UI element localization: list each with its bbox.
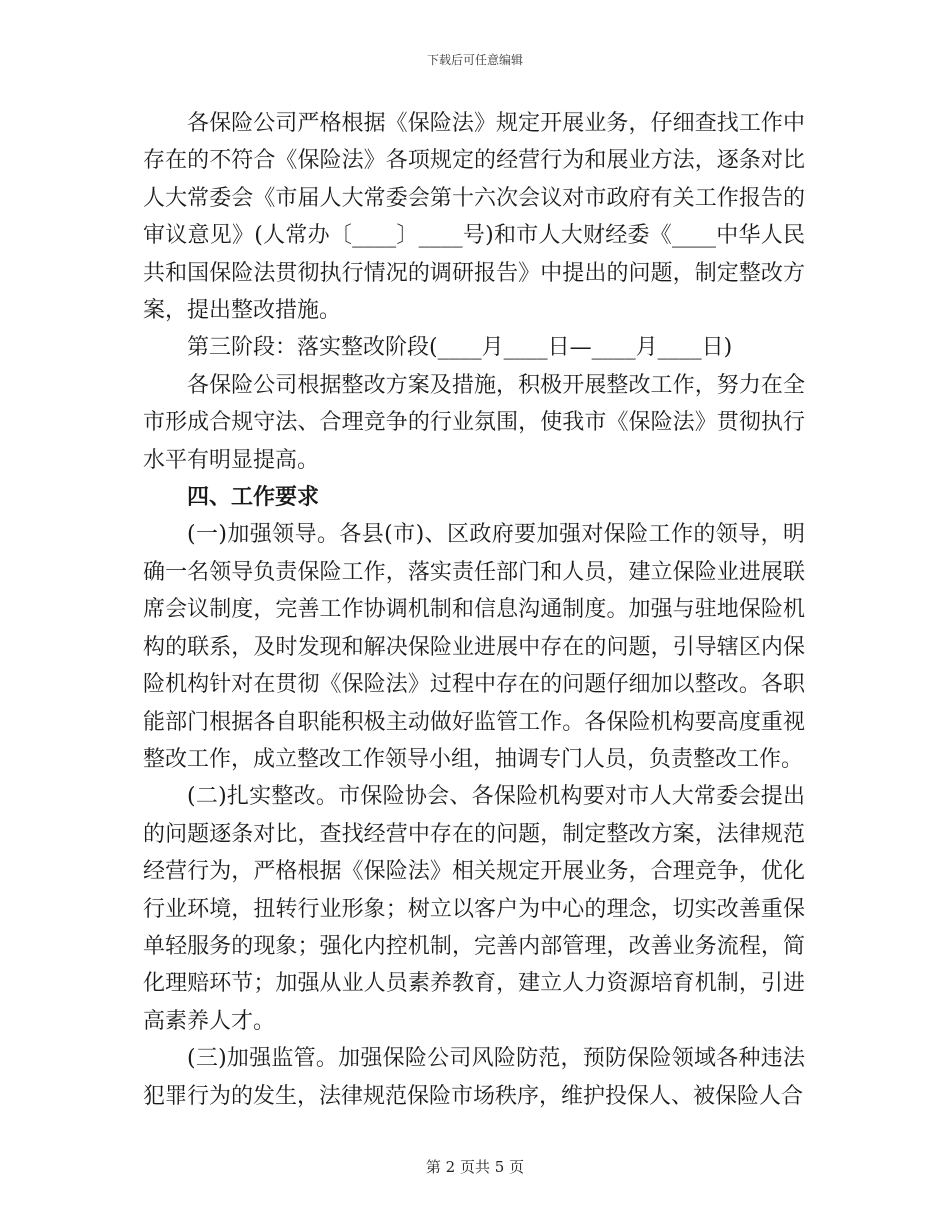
- paragraph-strengthen-leadership: (一)加强领导。各县(市)、区政府要加强对保险工作的领导，明确一名领导负责保险工作，落实责任部门和人员，建立保险业进展联席会议制度，完善工作协调机制和信息沟通制度。加强与驻地保险机构的联系，及时发现和解决保险业进展中存在的问题，引导辖区内保险机构针对在贯彻《保险法》过程中存在的问题仔细加以整改。各职能部门根据各自职能积极主动做好监管工作。各保险机构要高度重视整改工作，成立整改工作领导小组，抽调专门人员，负责整改工作。: [143, 522, 805, 772]
- paragraph-stage-two-description: 各保险公司严格根据《保险法》规定开展业务，仔细查找工作中存在的不符合《保险法》各项规定的经营行为和展业方法，逐条对比人大常委会《市届人大常委会第十六次会议对市政府有关工作报告的审议意见》(人常办〔____〕____号)和市人大财经委《____中华人民共和国保险法贯彻执行情况的调研报告》中提出的问题，制定整改方案，提出整改措施。: [143, 111, 805, 324]
- paragraph-solid-rectification: (二)扎实整改。市保险协会、各保险机构要对市人大常委会提出的问题逐条对比，查找经营中存在的问题，制定整改方案，法律规范经营行为，严格根据《保险法》相关规定开展业务，合理竞争，优化行业环境，扭转行业形象；树立以客户为中心的理念，切实改善重保单轻服务的现象；强化内控机制，完善内部管理，改善业务流程，简化理赔环节；加强从业人员素养教育，建立人力资源培育机制，引进高素养人才。: [143, 784, 805, 1034]
- section-heading-work-requirements: 四、工作要求: [187, 484, 320, 511]
- paragraph-stage-three-description: 各保险公司根据整改方案及措施，积极开展整改工作，努力在全市形成合规守法、合理竞争的行业氛围，使我市《保险法》贯彻执行水平有明显提高。: [143, 372, 805, 473]
- paragraph-strengthen-supervision: (三)加强监管。加强保险公司风险防范，预防保险领域各种违法犯罪行为的发生，法律规范保险市场秩序，维护投保人、被保险人合: [143, 1046, 805, 1109]
- document-body: [143, 105, 805, 1115]
- page-number: 第 2 页共 5 页: [425, 1158, 525, 1176]
- paragraph-stage-three-title: 第三阶段：落实整改阶段(____月____日—____月____日): [187, 335, 733, 361]
- page-header: 下载后可任意编辑: [426, 53, 523, 67]
